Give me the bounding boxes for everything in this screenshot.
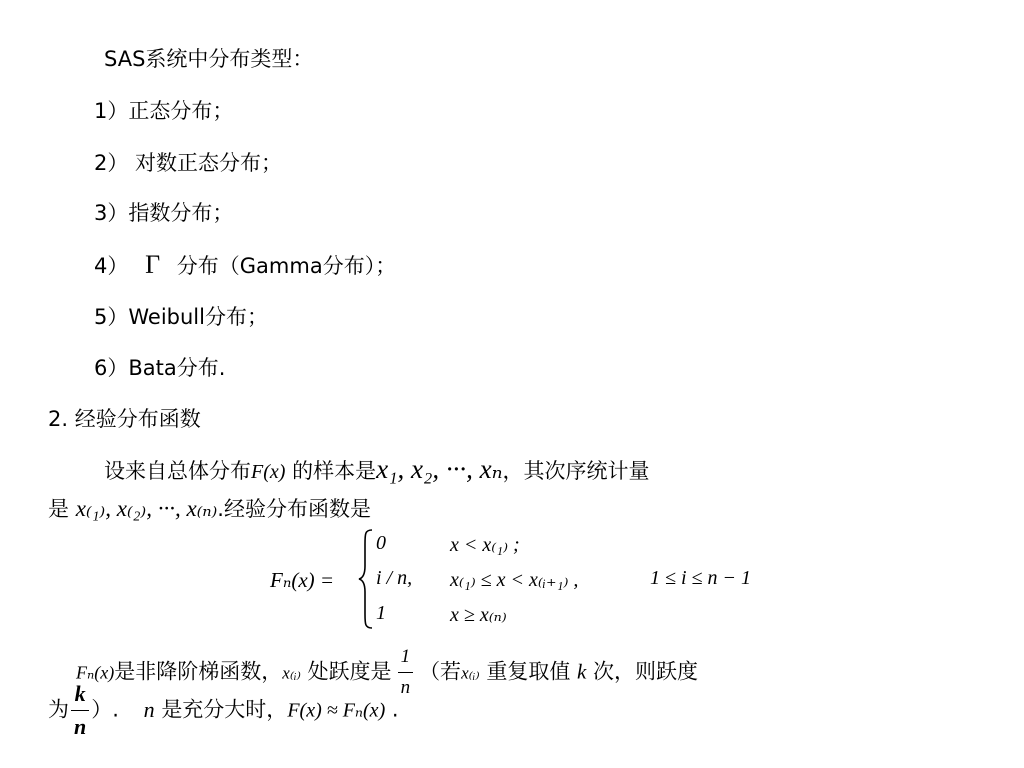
para1-mid: 的样本是: [285, 459, 377, 483]
case-1-value: 0: [376, 532, 386, 554]
para2-suffix: .经验分布函数是: [217, 497, 371, 521]
population-cdf: F(x): [251, 461, 286, 483]
left-brace-icon: [358, 528, 374, 630]
formula-lhs: Fₙ(x) =: [270, 568, 335, 592]
para3-t2: 处跃度是: [307, 659, 392, 684]
list-item-4-number: 4）: [94, 254, 129, 278]
case-2-value: i / n,: [376, 567, 413, 589]
para3-t4: 重复取值: [486, 659, 571, 684]
para1-after: ，其次序统计量: [502, 459, 650, 483]
case-3-value: 1: [376, 602, 386, 624]
order-statistics: x₍₁₎, x₍₂₎, ···, x₍ₙ₎: [75, 496, 218, 521]
k-over-n-numerator: k: [71, 678, 89, 711]
sample-sequence: x₁, x₂, ···, xₙ: [376, 454, 503, 484]
order-stat-i-repeat: x₍ᵢ₎: [461, 663, 480, 683]
k-over-n-denominator: n: [74, 714, 87, 739]
order-stat-i: x₍ᵢ₎: [282, 663, 301, 683]
case-2-range: 1 ≤ i ≤ n − 1: [650, 567, 752, 589]
k-over-n-fraction: [71, 678, 89, 743]
list-item-3: 3）指数分布；: [94, 201, 234, 225]
jump-fraction: [398, 642, 414, 703]
para3-t5: 次，则跃度: [593, 659, 699, 684]
list-item-6: 6）Bata分布.: [94, 356, 226, 380]
case-2-condition: x₍₁₎ ≤ x < x₍ᵢ₊₁₎ ,: [450, 569, 579, 591]
k-symbol: k: [577, 659, 587, 684]
list-item-2: 2） 对数正态分布；: [94, 151, 283, 175]
section-title: 2. 经验分布函数: [48, 407, 201, 431]
para4-t4: .: [391, 697, 399, 722]
para3-t3: （若: [419, 659, 462, 684]
n-symbol: n: [143, 696, 155, 722]
list-item-5: 5）Weibull分布；: [94, 305, 268, 329]
para3-t1: 是非降阶梯函数，: [114, 659, 283, 684]
para1-line: [104, 456, 650, 485]
jump-fraction-numerator: 1: [398, 642, 414, 673]
para4-t3: 是充分大时，: [161, 697, 288, 722]
approximation-expression: F(x) ≈ Fₙ(x): [287, 699, 386, 722]
list-item-4-text: 分布（Gamma分布）；: [176, 254, 397, 278]
para4-line: [48, 678, 399, 743]
heading: SAS系统中分布类型：: [104, 47, 314, 71]
list-item-4: [94, 252, 396, 279]
gamma-symbol: Γ: [145, 250, 161, 279]
jump-fraction-denominator: n: [400, 677, 411, 698]
para2-line: [48, 496, 371, 522]
para4-t2: ）.: [91, 697, 119, 722]
list-item-1: 1）正态分布；: [94, 99, 234, 123]
para4-t1: 为: [48, 697, 69, 722]
case-3-condition: x ≥ x₍ₙ₎: [450, 604, 507, 626]
empirical-fn: Fₙ(x): [76, 662, 115, 683]
case-1-condition: x < x₍₁₎ ;: [450, 534, 520, 556]
para2-prefix: 是: [48, 497, 69, 521]
para1-prefix: 设来自总体分布: [104, 459, 251, 483]
